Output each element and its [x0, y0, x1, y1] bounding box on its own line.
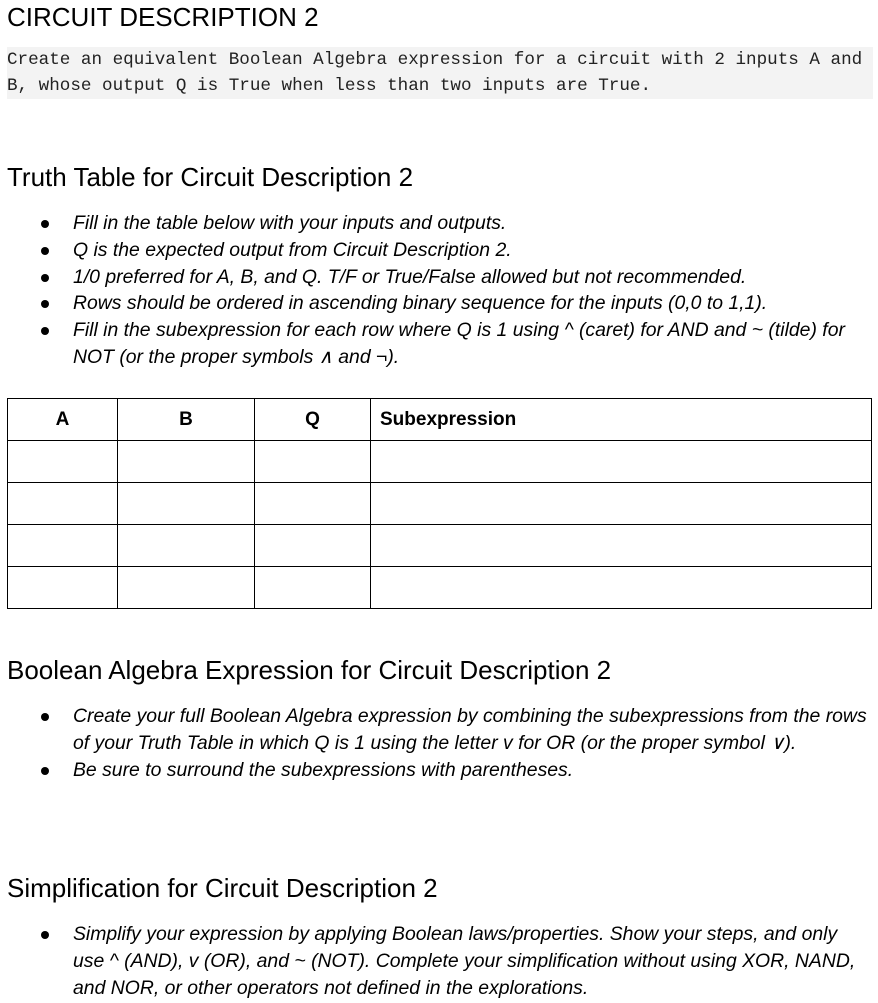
table-row: [8, 567, 872, 609]
list-item: Rows should be ordered in ascending binary sequence for the inputs (0,0 to 1,1).: [7, 290, 873, 317]
cell-q[interactable]: [255, 441, 371, 483]
list-item: Simplify your expression by applying Boolean laws/properties. Show your steps, and only use ^ (AND), v (OR), and ~ (NOT). Complete your simplification without using XOR, NAND, and NOR, or other operators not defined in the explorations.: [7, 921, 873, 1001]
cell-q[interactable]: [255, 567, 371, 609]
circuit-description-text: Create an equivalent Boolean Algebra expression for a circuit with 2 inputs A and B, whose output Q is True when less than two inputs are True.: [7, 47, 873, 99]
bullet-icon: [41, 220, 49, 228]
bullet-icon: [41, 327, 49, 335]
boolean-expression-instructions: [7, 703, 873, 783]
column-header-subexpression: Subexpression: [371, 399, 872, 441]
column-header-a: A: [8, 399, 118, 441]
cell-a[interactable]: [8, 483, 118, 525]
cell-subexpression[interactable]: [371, 441, 872, 483]
list-item: Fill in the table below with your inputs and outputs.: [7, 210, 873, 237]
truth-table-instructions: [7, 210, 873, 371]
truth-table: [7, 398, 872, 609]
bullet-icon: [41, 300, 49, 308]
list-item: Create your full Boolean Algebra expression by combining the subexpressions from the rows of your Truth Table in which Q is 1 using the letter v for OR (or the proper symbol ∨).: [7, 703, 873, 757]
cell-b[interactable]: [118, 567, 255, 609]
cell-subexpression[interactable]: [371, 525, 872, 567]
bullet-icon: [41, 931, 49, 939]
cell-a[interactable]: [8, 441, 118, 483]
boolean-expression-heading: Boolean Algebra Expression for Circuit Description 2: [7, 655, 612, 685]
simplification-heading: Simplification for Circuit Description 2: [7, 873, 438, 903]
simplification-instructions: [7, 921, 873, 1001]
column-header-b: B: [118, 399, 255, 441]
bullet-icon: [41, 713, 49, 721]
bullet-icon: [41, 274, 49, 282]
cell-subexpression[interactable]: [371, 567, 872, 609]
cell-b[interactable]: [118, 441, 255, 483]
table-row: [8, 441, 872, 483]
cell-subexpression[interactable]: [371, 483, 872, 525]
column-header-q: Q: [255, 399, 371, 441]
cell-q[interactable]: [255, 483, 371, 525]
bullet-icon: [41, 767, 49, 775]
list-item: Be sure to surround the subexpressions with parentheses.: [7, 757, 873, 784]
list-item: Q is the expected output from Circuit Description 2.: [7, 237, 873, 264]
cell-a[interactable]: [8, 567, 118, 609]
page-title: CIRCUIT DESCRIPTION 2: [7, 2, 319, 32]
table-row: [8, 483, 872, 525]
cell-b[interactable]: [118, 483, 255, 525]
table-row: [8, 525, 872, 567]
cell-b[interactable]: [118, 525, 255, 567]
truth-table-heading: Truth Table for Circuit Description 2: [7, 162, 414, 192]
list-item: 1/0 preferred for A, B, and Q. T/F or True/False allowed but not recommended.: [7, 264, 873, 291]
list-item: Fill in the subexpression for each row where Q is 1 using ^ (caret) for AND and ~ (tilde) for NOT (or the proper symbols ∧ and ¬).: [7, 317, 873, 371]
cell-q[interactable]: [255, 525, 371, 567]
cell-a[interactable]: [8, 525, 118, 567]
bullet-icon: [41, 247, 49, 255]
table-header-row: [8, 399, 872, 441]
